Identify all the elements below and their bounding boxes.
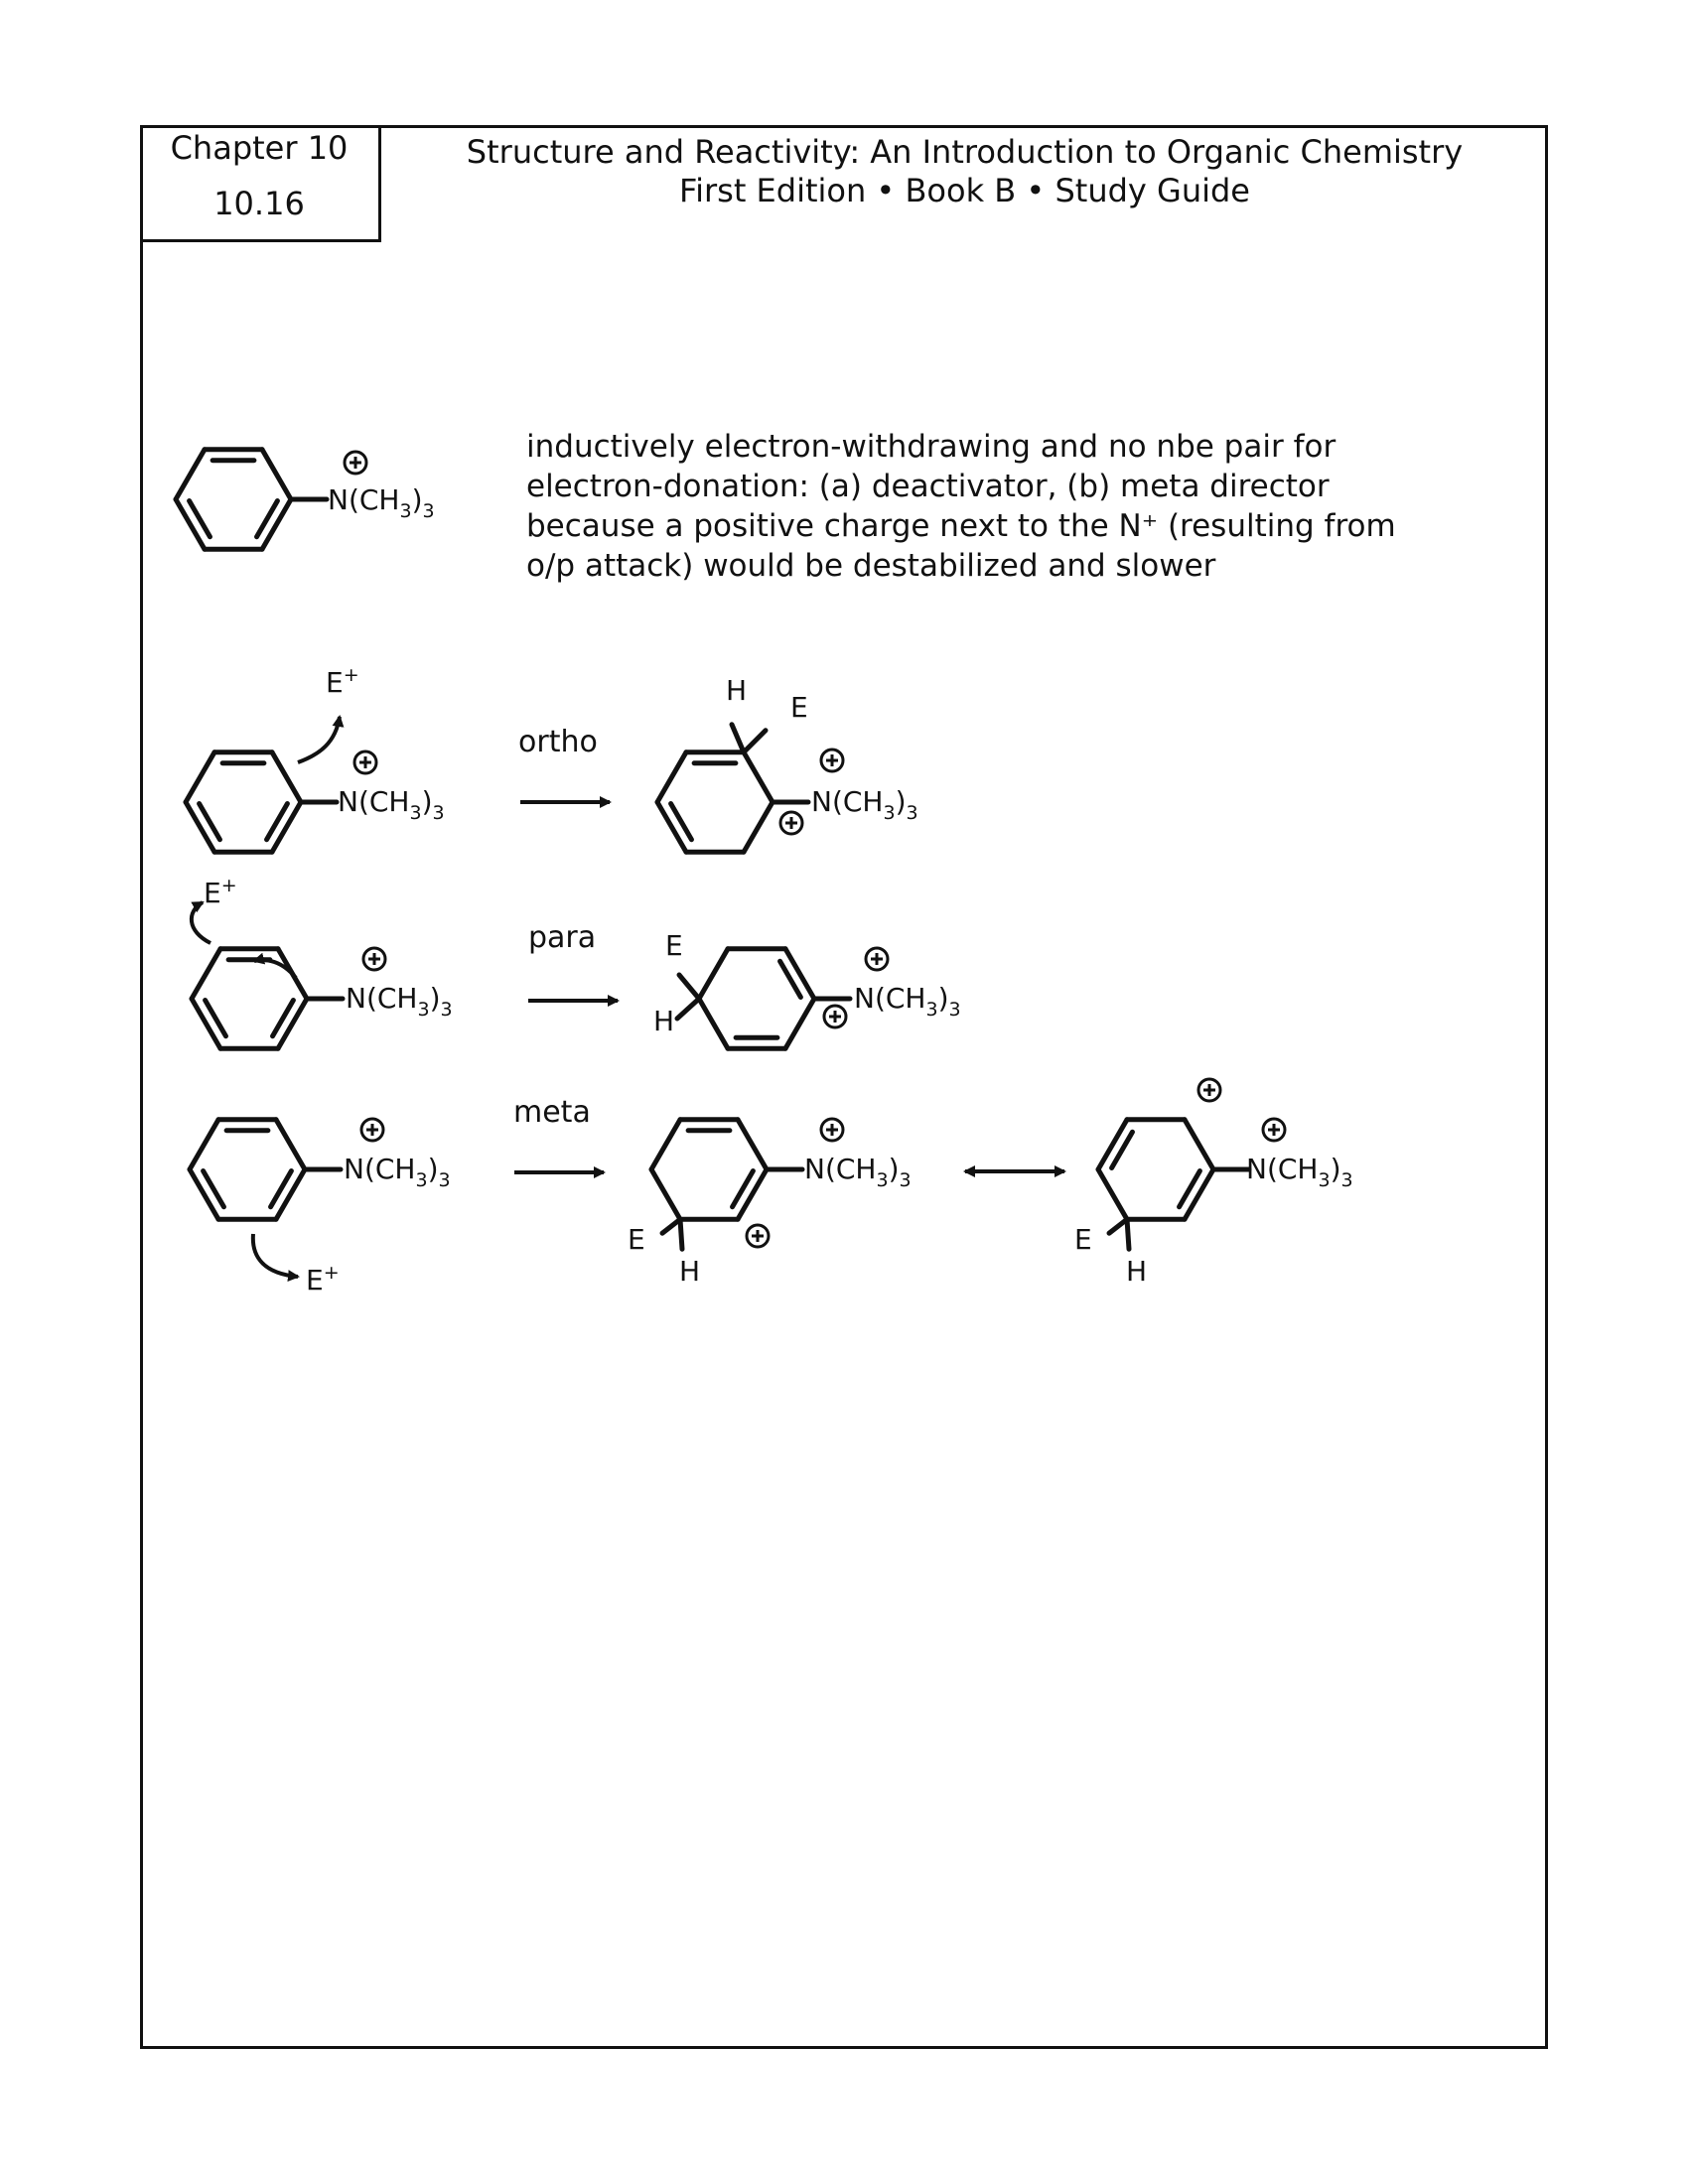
- cyclohexadienyl-ring: [1098, 1120, 1213, 1219]
- curved-arrow-icon: [253, 1234, 298, 1277]
- trimethylammonium-label: $N(CH_3)_3$: [346, 982, 453, 1021]
- meta-label: meta: [513, 1095, 591, 1130]
- benzene-ring: [176, 450, 291, 549]
- benzene-ring: [192, 949, 307, 1048]
- e-label: E: [790, 691, 808, 724]
- explanation-line: inductively electron-withdrawing and no nbe pair for: [526, 429, 1336, 465]
- electrophile-label: E+: [326, 664, 359, 699]
- plus-charge-icon: [747, 1225, 769, 1247]
- plus-charge-icon: [824, 1006, 846, 1027]
- h-label: H: [653, 1005, 675, 1037]
- benzene-ring: [190, 1120, 305, 1219]
- plus-charge-icon: [345, 452, 366, 474]
- ortho-label: ortho: [518, 725, 598, 759]
- explanation-line: because a positive charge next to the N⁺ (resulting from: [526, 508, 1396, 544]
- electrophile-label: E+: [306, 1262, 340, 1297]
- book-title: Structure and Reactivity: An Introduction to Organic Chemistry: [466, 133, 1464, 171]
- curved-arrow-icon: [298, 717, 340, 762]
- cyclohexadienyl-ring: [651, 1120, 767, 1219]
- cyclohexadienyl-ring: [699, 949, 814, 1048]
- plus-charge-icon: [821, 750, 843, 771]
- explanation-line: electron-donation: (a) deactivator, (b) meta director: [526, 469, 1330, 504]
- problem-number: 10.16: [213, 185, 305, 222]
- trimethylammonium-label: $N(CH_3)_3$: [328, 483, 435, 522]
- h-label: H: [679, 1255, 701, 1288]
- chapter-label: Chapter 10: [170, 129, 349, 167]
- plus-charge-icon: [780, 812, 802, 834]
- trimethylammonium-label: $N(CH_3)_3$: [344, 1153, 451, 1191]
- trimethylammonium-label: $N(CH_3)_3$: [804, 1153, 912, 1191]
- plus-charge-icon: [1198, 1079, 1220, 1101]
- plus-charge-icon: [363, 948, 385, 970]
- cyclohexadienyl-ring: [657, 752, 773, 852]
- e-label: E: [665, 929, 683, 962]
- h-label: H: [726, 674, 748, 707]
- edition-line: First Edition • Book B • Study Guide: [679, 172, 1250, 209]
- plus-charge-icon: [821, 1119, 843, 1141]
- plus-charge-icon: [1263, 1119, 1285, 1141]
- trimethylammonium-label: $N(CH_3)_3$: [1246, 1153, 1353, 1191]
- trimethylammonium-label: $N(CH_3)_3$: [338, 785, 445, 824]
- trimethylammonium-label: $N(CH_3)_3$: [811, 785, 918, 824]
- para-label: para: [528, 920, 597, 955]
- e-label: E: [628, 1223, 645, 1256]
- plus-charge-icon: [866, 948, 888, 970]
- trimethylammonium-label: $N(CH_3)_3$: [854, 982, 961, 1021]
- explanation-line: o/p attack) would be destabilized and slower: [526, 548, 1216, 584]
- electrophile-label: E+: [204, 875, 237, 909]
- plus-charge-icon: [354, 751, 376, 773]
- plus-charge-icon: [361, 1119, 383, 1141]
- benzene-ring: [186, 752, 301, 852]
- curved-arrow-icon: [254, 960, 296, 978]
- e-label: E: [1074, 1223, 1092, 1256]
- h-label: H: [1126, 1255, 1148, 1288]
